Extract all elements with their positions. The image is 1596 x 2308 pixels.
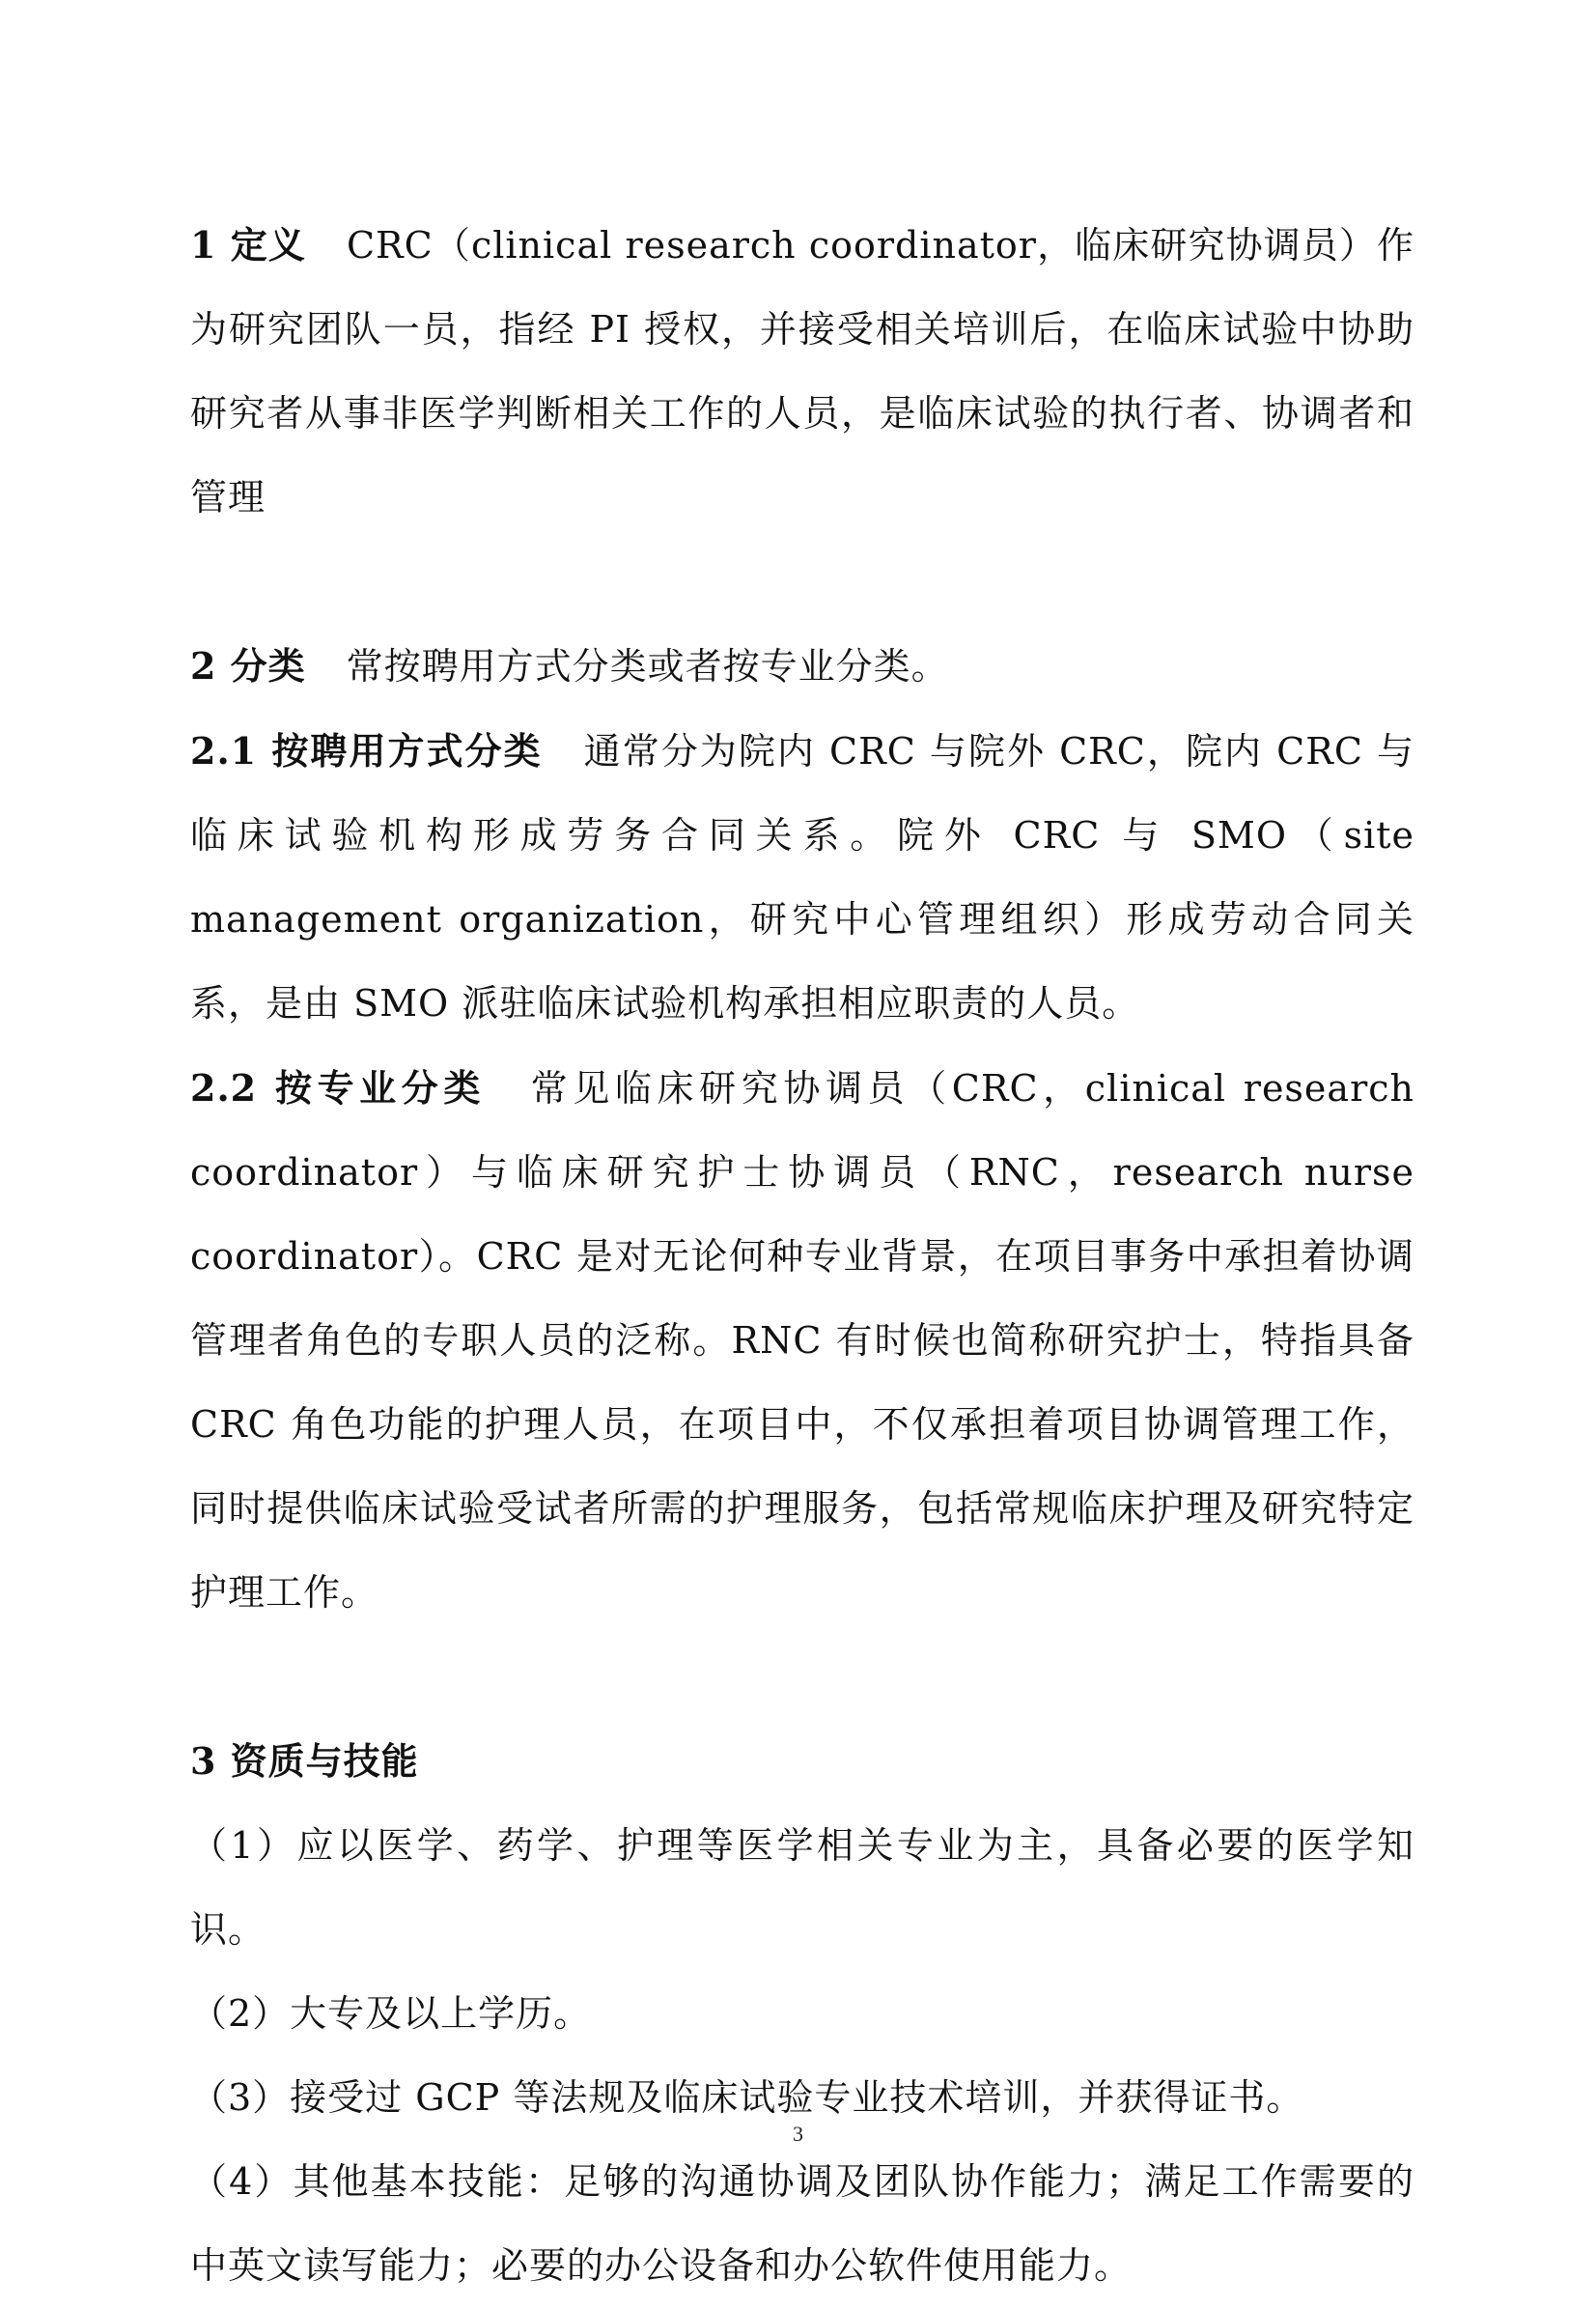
page-number: 3	[793, 2122, 803, 2146]
section-2-2-paragraph	[190, 1046, 1414, 1635]
section-2-text: 常按聘用方式分类或者按专业分类。	[346, 645, 949, 688]
section-3-heading-line	[190, 1719, 1414, 1804]
section-2-1-text: 通常分为院内 CRC 与院外 CRC，院内 CRC 与临床试验机构形成劳务合同关系。院外 CRC 与 SMO（site management organization，研究中心管理组织）形成劳动合同关系，是由 SMO 派驻临床试验机构承担相应职责的人员。	[190, 730, 1415, 1025]
section-1-text: CRC（clinical research coordinator，临床研究协调员）作为研究团队一员，指经 PI 授权，并接受相关培训后，在临床试验中协助研究者从事非医学判断相关工作的人员，是临床试验的执行者、协调者和管理	[190, 224, 1414, 519]
section-3-heading: 3 资质与技能	[190, 1739, 419, 1783]
section-2-heading: 2 分类	[190, 644, 306, 688]
section-2-1-heading: 2.1 按聘用方式分类	[190, 729, 543, 773]
list-item: （1）应以医学、药学、护理等医学相关专业为主，具备必要的医学知识。	[190, 1824, 1414, 1951]
section-1-heading: 1 定义	[190, 223, 306, 267]
list-item: （4）其他基本技能：足够的沟通协调及团队协作能力；满足工作需要的中英文读写能力；必要的办公设备和办公软件使用能力。	[190, 2160, 1414, 2287]
list-item: （3）接受过 GCP 等法规及临床试验专业技术培训，并获得证书。	[190, 2076, 1304, 2119]
section-2-1-paragraph	[190, 709, 1414, 1046]
section-spacer	[190, 540, 1414, 624]
section-1-paragraph	[190, 203, 1414, 540]
section-spacer	[190, 1635, 1414, 1719]
list-item: （2）大专及以上学历。	[190, 1992, 592, 2035]
section-2-2-heading: 2.2 按专业分类	[190, 1066, 487, 1110]
section-2-paragraph	[190, 624, 1414, 709]
section-2-2-text: 常见临床研究协调员（CRC，clinical research coordinator）与临床研究护士协调员（RNC，research nurse coordinator）。CRC 是对无论何种专业背景，在项目事务中承担着协调管理者角色的专职人员的泛称。RNC 有时候也简称研究护士，特指具备 CRC 角色功能的护理人员，在项目中，不仅承担着项目协调管理工作，同时提供临床试验受试者所需的护理服务，包括常规临床护理及研究特定护理工作。	[190, 1067, 1414, 1614]
document-body	[190, 203, 1414, 2308]
